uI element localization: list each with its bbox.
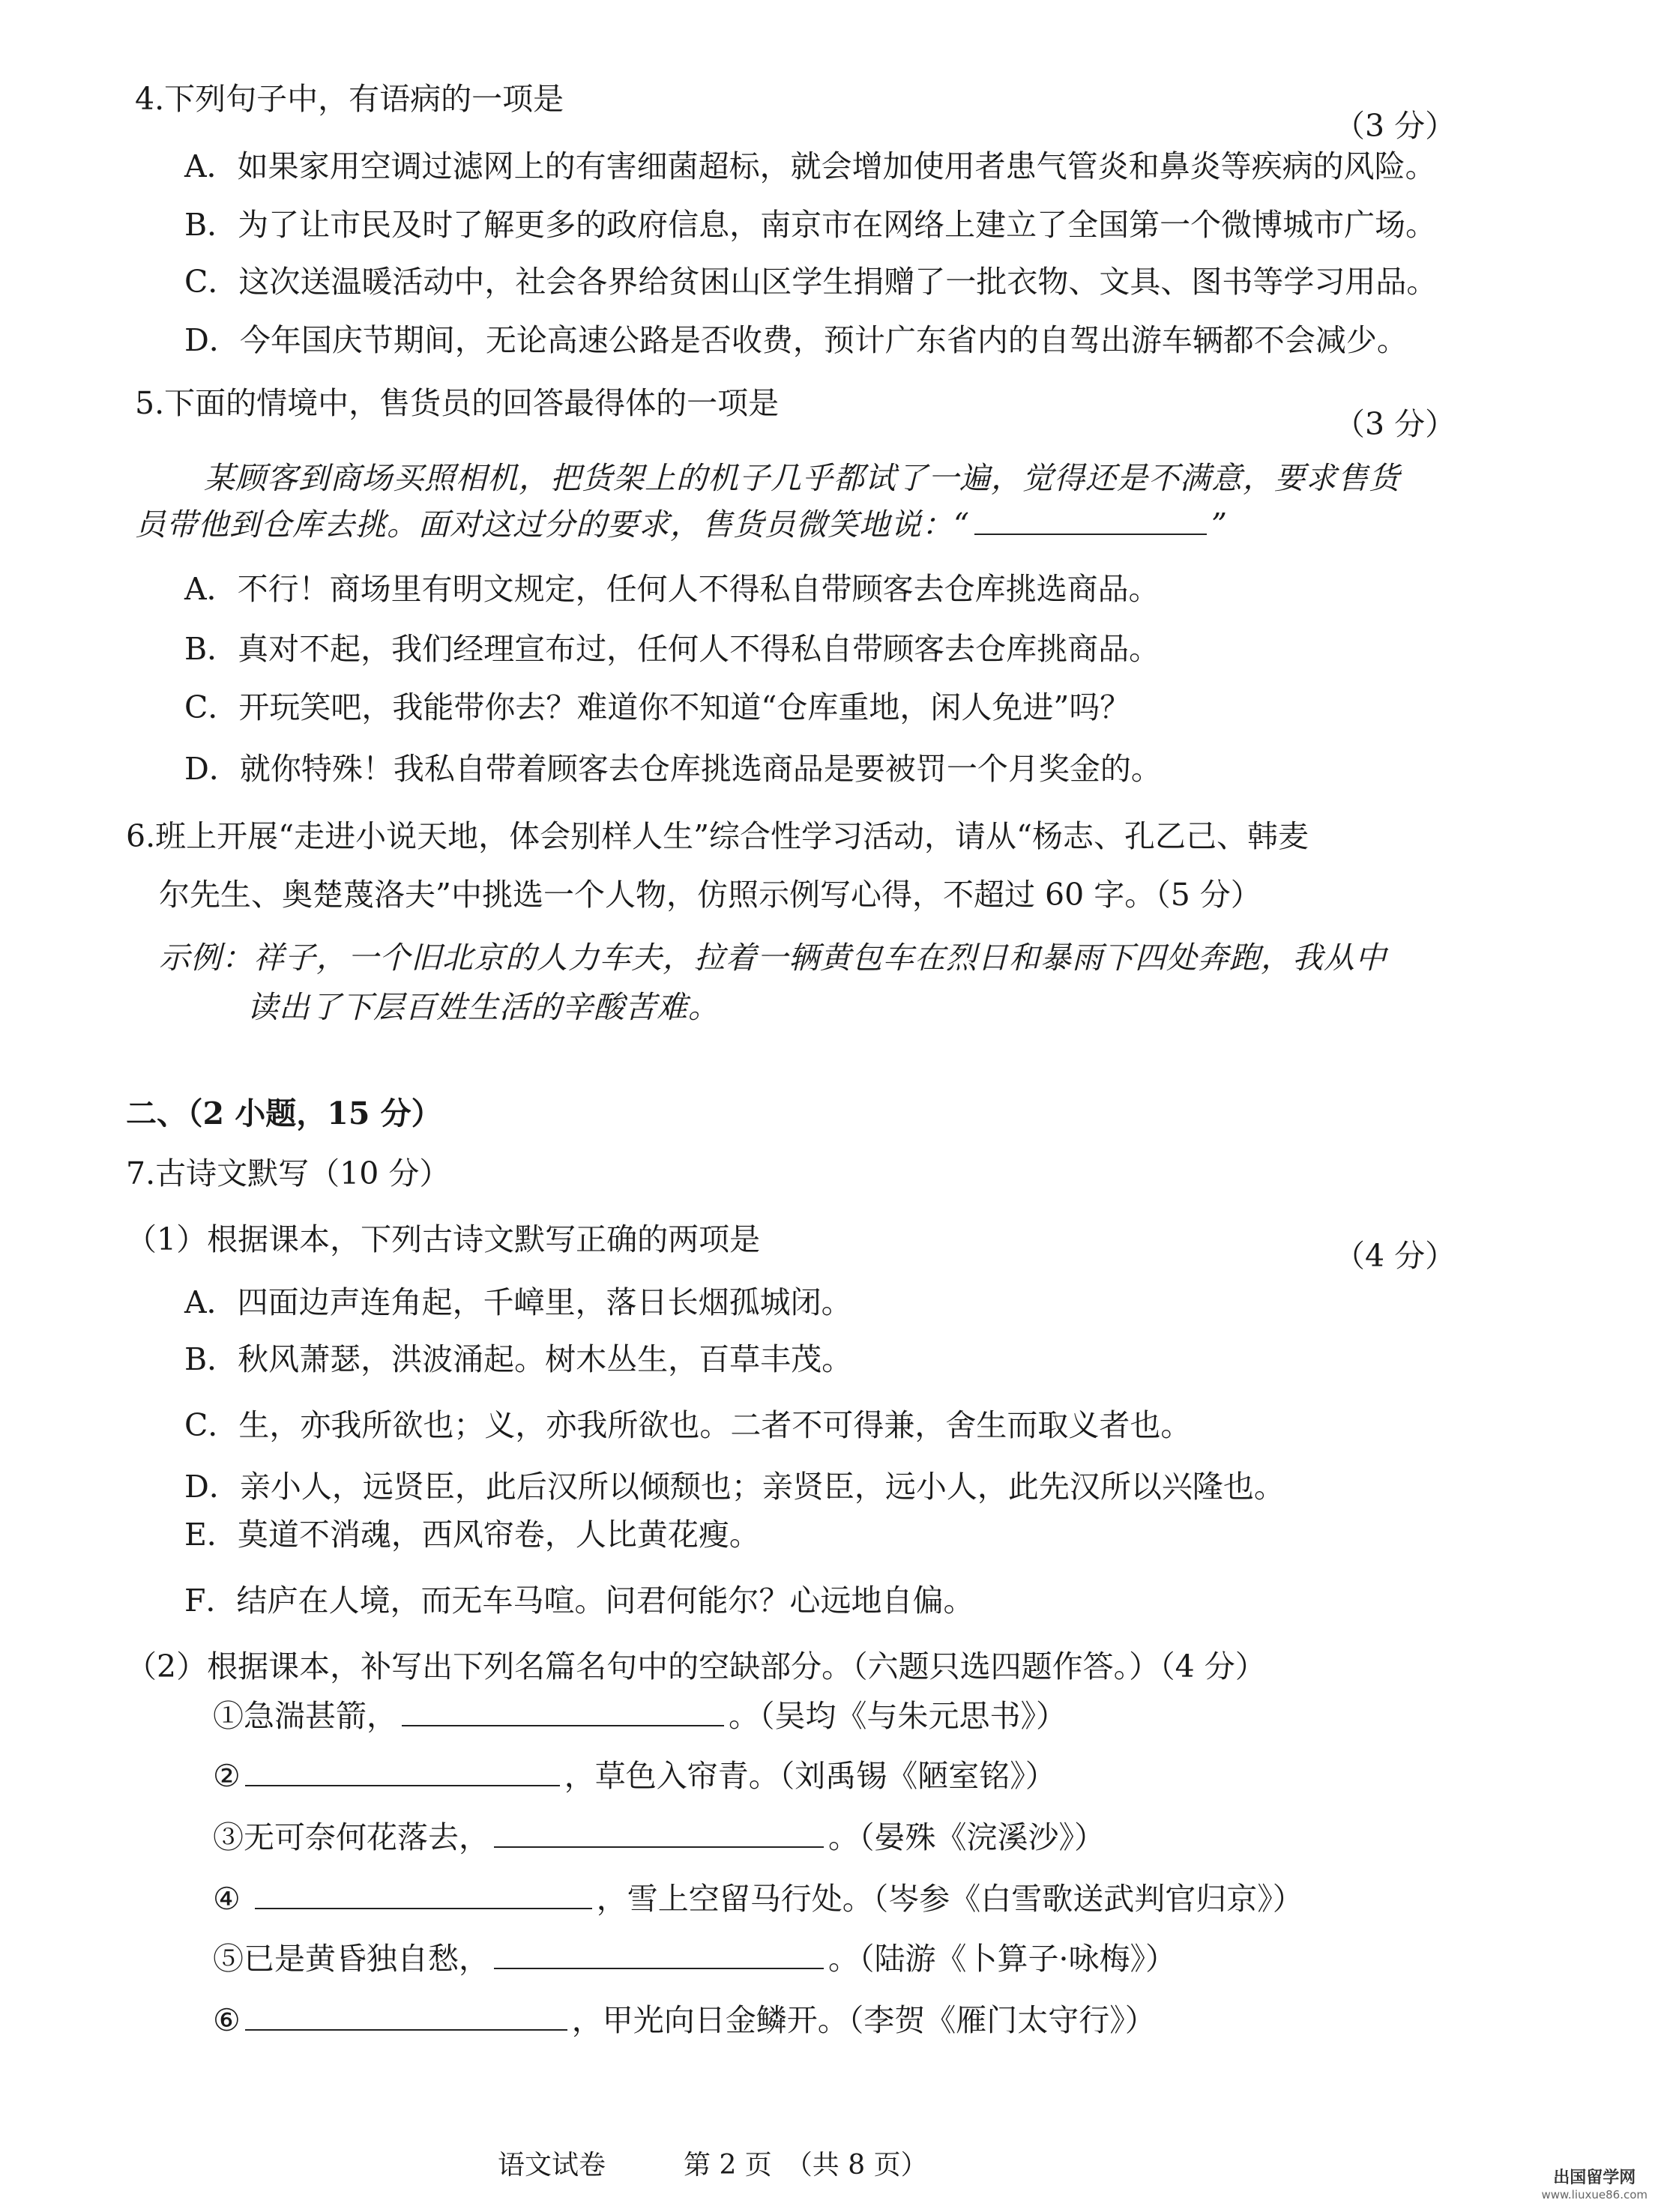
q7-option-f: F．结庐在人境，而无车马喧。问君何能尔？心远地自偏。 [184, 1583, 974, 1619]
fill-blank-5[interactable] [494, 1939, 824, 1969]
q6-line2: 尔先生、奥楚蔑洛夫”中挑选一个人物，仿照示例写心得，不超过 60 字。（5 分） [159, 877, 1261, 913]
q5-option-c: C．开玩笑吧，我能带你去？难道你不知道“仓库重地，闲人免进”吗？ [184, 689, 1131, 725]
q7-part1-stem: （1）根据课本，下列古诗文默写正确的两项是 [126, 1221, 761, 1257]
q7-fill-item-6 [213, 1999, 1156, 2041]
footer-subject: 语文试卷 [498, 2150, 606, 2181]
q5-scenario-line1: 某顾客到商场买照相机，把货架上的机子几乎都试了一遍，觉得还是不满意，要求售货 [204, 460, 1400, 496]
q7-option-c: C．生，亦我所欲也；义，亦我所欲也。二者不可得兼，舍生而取义者也。 [184, 1407, 1192, 1443]
fill-prefix: ③无可奈何花落去， [213, 1819, 489, 1855]
q7-option-d: D．亲小人，远贤臣，此后汉所以倾颓也；亲贤臣，远小人，此先汉所以兴隆也。 [184, 1469, 1285, 1505]
fill-blank-3[interactable] [494, 1818, 824, 1848]
q5-scenario-text: 员带他到仓库去挑。面对这过分的要求，售货员微笑地说：“ [135, 507, 970, 543]
q5-option-a: A．不行！商场里有明文规定，任何人不得私自带顾客去仓库挑选商品。 [184, 571, 1160, 607]
q7-option-a: A．四面边声连角起，千嶂里，落日长烟孤城闭。 [184, 1284, 852, 1320]
q4-option-d: D．今年国庆节期间，无论高速公路是否收费，预计广东省内的自驾出游车辆都不会减少。 [184, 322, 1408, 358]
fill-blank-6[interactable] [245, 2001, 567, 2031]
fill-blank-1[interactable] [402, 1696, 724, 1726]
fill-suffix: ，甲光向日金鳞开。（李贺《雁门太守行》） [571, 2002, 1156, 2038]
fill-blank-2[interactable] [245, 1756, 560, 1786]
section2-heading: 二、（2 小题，15 分） [126, 1096, 442, 1131]
q7-part1-points: （4 分） [1334, 1238, 1456, 1274]
q5-option-b: B．真对不起，我们经理宣布过，任何人不得私自带顾客去仓库挑商品。 [184, 631, 1160, 667]
q7-option-e: E．莫道不消魂，西风帘卷，人比黄花瘦。 [184, 1517, 760, 1553]
fill-suffix: 。（陆游《卜算子·咏梅》） [828, 1941, 1177, 1977]
footer-page-number: 第 2 页 （共 8 页） [684, 2150, 928, 2181]
q7-stem: 7.古诗文默写（10 分） [126, 1155, 450, 1191]
fill-prefix: ⑤已是黄昏独自愁， [213, 1941, 489, 1977]
q6-line1: 6.班上开展“走进小说天地，体会别样人生”综合性学习活动，请从“杨志、孔乙己、韩麦 [126, 818, 1309, 854]
q7-fill-item-5 [213, 1938, 1176, 1980]
q7-fill-item-1 [213, 1695, 1067, 1737]
q4-option-b: B．为了让市民及时了解更多的政府信息，南京市在网络上建立了全国第一个微博城市广场。 [184, 207, 1437, 243]
fill-suffix: ，雪上空留马行处。（岑参《白雪歌送武判官归京》） [596, 1881, 1303, 1917]
q5-answer-blank[interactable] [974, 505, 1207, 535]
q4-stem: 4.下列句子中，有语病的一项是 [135, 81, 564, 117]
fill-prefix: ⑥ [213, 2002, 241, 2038]
fill-prefix: ①急湍甚箭， [213, 1698, 397, 1734]
q5-stem: 5.下面的情境中，售货员的回答最得体的一项是 [135, 385, 780, 421]
q5-points: （3 分） [1334, 406, 1456, 442]
q6-example-line2: 读出了下层百姓生活的辛酸苦难。 [247, 989, 720, 1025]
q5-scenario-end: ” [1211, 507, 1228, 543]
q4-option-a: A．如果家用空调过滤网上的有害细菌超标，就会增加使用者患气管炎和鼻炎等疾病的风险。 [184, 148, 1436, 184]
watermark-name: 出国留学网 [1553, 2169, 1636, 2187]
q7-option-b: B．秋风萧瑟，洪波涌起。树木丛生，百草丰茂。 [184, 1341, 853, 1377]
fill-prefix: ④ [213, 1881, 250, 1917]
q7-fill-item-2 [213, 1755, 1056, 1797]
fill-suffix: ，草色入帘青。（刘禹锡《陋室铭》） [564, 1758, 1056, 1794]
q7-fill-item-3 [213, 1816, 1105, 1858]
watermark-url: www.liuxue86.com [1541, 2188, 1648, 2202]
q7-fill-item-4 [213, 1878, 1303, 1920]
q4-option-c: C．这次送温暖活动中，社会各界给贫困山区学生捐赠了一批衣物、文具、图书等学习用品。 [184, 264, 1438, 300]
q7-part2-stem: （2）根据课本，补写出下列名篇名句中的空缺部分。（六题只选四题作答。）（4 分） [126, 1649, 1266, 1684]
q4-points: （3 分） [1334, 108, 1456, 144]
fill-blank-4[interactable] [255, 1879, 592, 1909]
fill-prefix: ② [213, 1758, 241, 1794]
q5-option-d: D．就你特殊！我私自带着顾客去仓库挑选商品是要被罚一个月奖金的。 [184, 751, 1162, 787]
watermark [1541, 2165, 1648, 2202]
fill-suffix: 。（晏殊《浣溪沙》） [828, 1819, 1105, 1855]
fill-suffix: 。（吴均《与朱元思书》） [729, 1698, 1067, 1734]
q6-example-line1: 示例：祥子，一个旧北京的人力车夫，拉着一辆黄包车在烈日和暴雨下四处奔跑，我从中 [159, 940, 1387, 976]
q5-scenario-line2 [135, 504, 1228, 546]
